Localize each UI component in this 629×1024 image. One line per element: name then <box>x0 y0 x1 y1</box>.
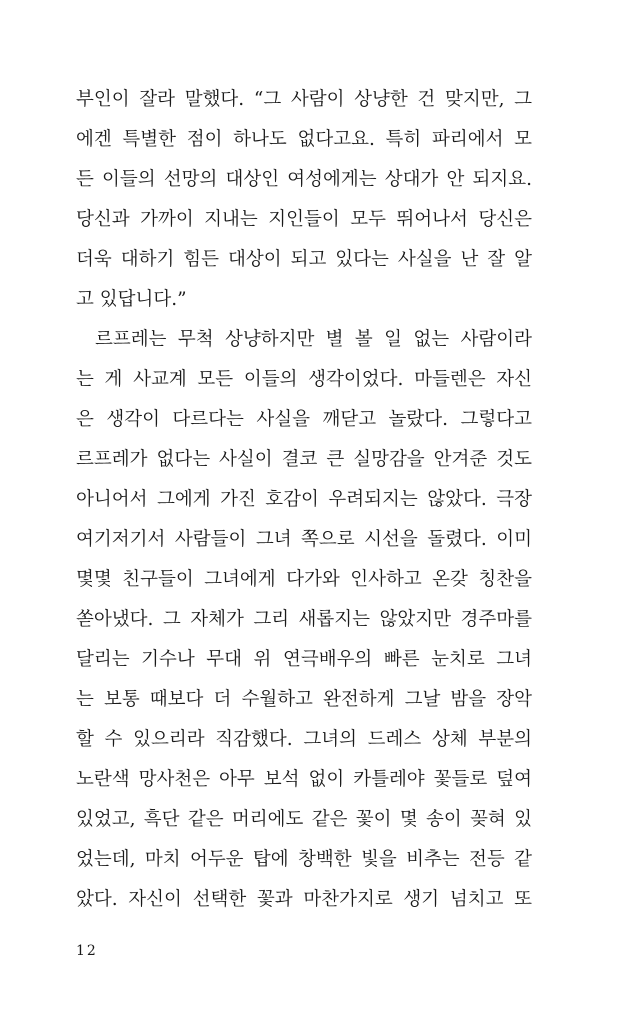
text-line-3: 든 이들의 선망의 대상인 여성에게는 상대가 안 되지요. <box>76 169 532 190</box>
text-line-10: 르프레가 없다는 사실이 결코 큰 실망감을 안겨준 것도 <box>76 449 532 470</box>
text-line-20: 었는데, 마치 어두운 탑에 창백한 빛을 비추는 전등 같 <box>76 849 532 870</box>
text-line-21: 았다. 자신이 선택한 꽃과 마찬가지로 생기 넘치고 또 <box>76 889 532 910</box>
text-line-6: 고 있답니다.” <box>76 289 187 310</box>
text-line-7: 르프레는 무척 상냥하지만 별 볼 일 없는 사람이라 <box>95 329 532 350</box>
text-line-4: 당신과 가까이 지내는 지인들이 모두 뛰어나서 당신은 <box>76 209 532 230</box>
text-line-2: 에겐 특별한 점이 하나도 없다고요. 특히 파리에서 모 <box>76 129 532 150</box>
text-line-5: 더욱 대하기 힘든 대상이 되고 있다는 사실을 난 잘 알 <box>76 249 532 270</box>
text-line-19: 있었고, 흑단 같은 머리에도 같은 꽃이 몇 송이 꽂혀 있 <box>76 809 532 830</box>
page-number: 12 <box>76 943 98 959</box>
text-line-1: 부인이 잘라 말했다. “그 사람이 상냥한 건 맞지만, 그 <box>76 89 532 110</box>
text-line-8: 는 게 사교계 모든 이들의 생각이었다. 마들렌은 자신 <box>76 369 532 390</box>
body-text <box>76 80 532 920</box>
text-line-12: 여기저기서 사람들이 그녀 쪽으로 시선을 돌렸다. 이미 <box>76 529 532 550</box>
text-line-15: 달리는 기수나 무대 위 연극배우의 빠른 눈치로 그녀 <box>76 649 532 670</box>
text-line-16: 는 보통 때보다 더 수월하고 완전하게 그날 밤을 장악 <box>76 689 532 710</box>
text-line-9: 은 생각이 다르다는 사실을 깨닫고 놀랐다. 그렇다고 <box>76 409 532 430</box>
text-line-14: 쏟아냈다. 그 자체가 그리 새롭지는 않았지만 경주마를 <box>76 609 532 630</box>
text-line-11: 아니어서 그에게 가진 호감이 우려되지는 않았다. 극장 <box>76 489 532 510</box>
text-line-13: 몇몇 친구들이 그녀에게 다가와 인사하고 온갖 칭찬을 <box>76 569 532 590</box>
text-line-17: 할 수 있으리라 직감했다. 그녀의 드레스 상체 부분의 <box>76 729 532 750</box>
text-line-18: 노란색 망사천은 아무 보석 없이 카틀레야 꽃들로 덮여 <box>76 769 532 790</box>
